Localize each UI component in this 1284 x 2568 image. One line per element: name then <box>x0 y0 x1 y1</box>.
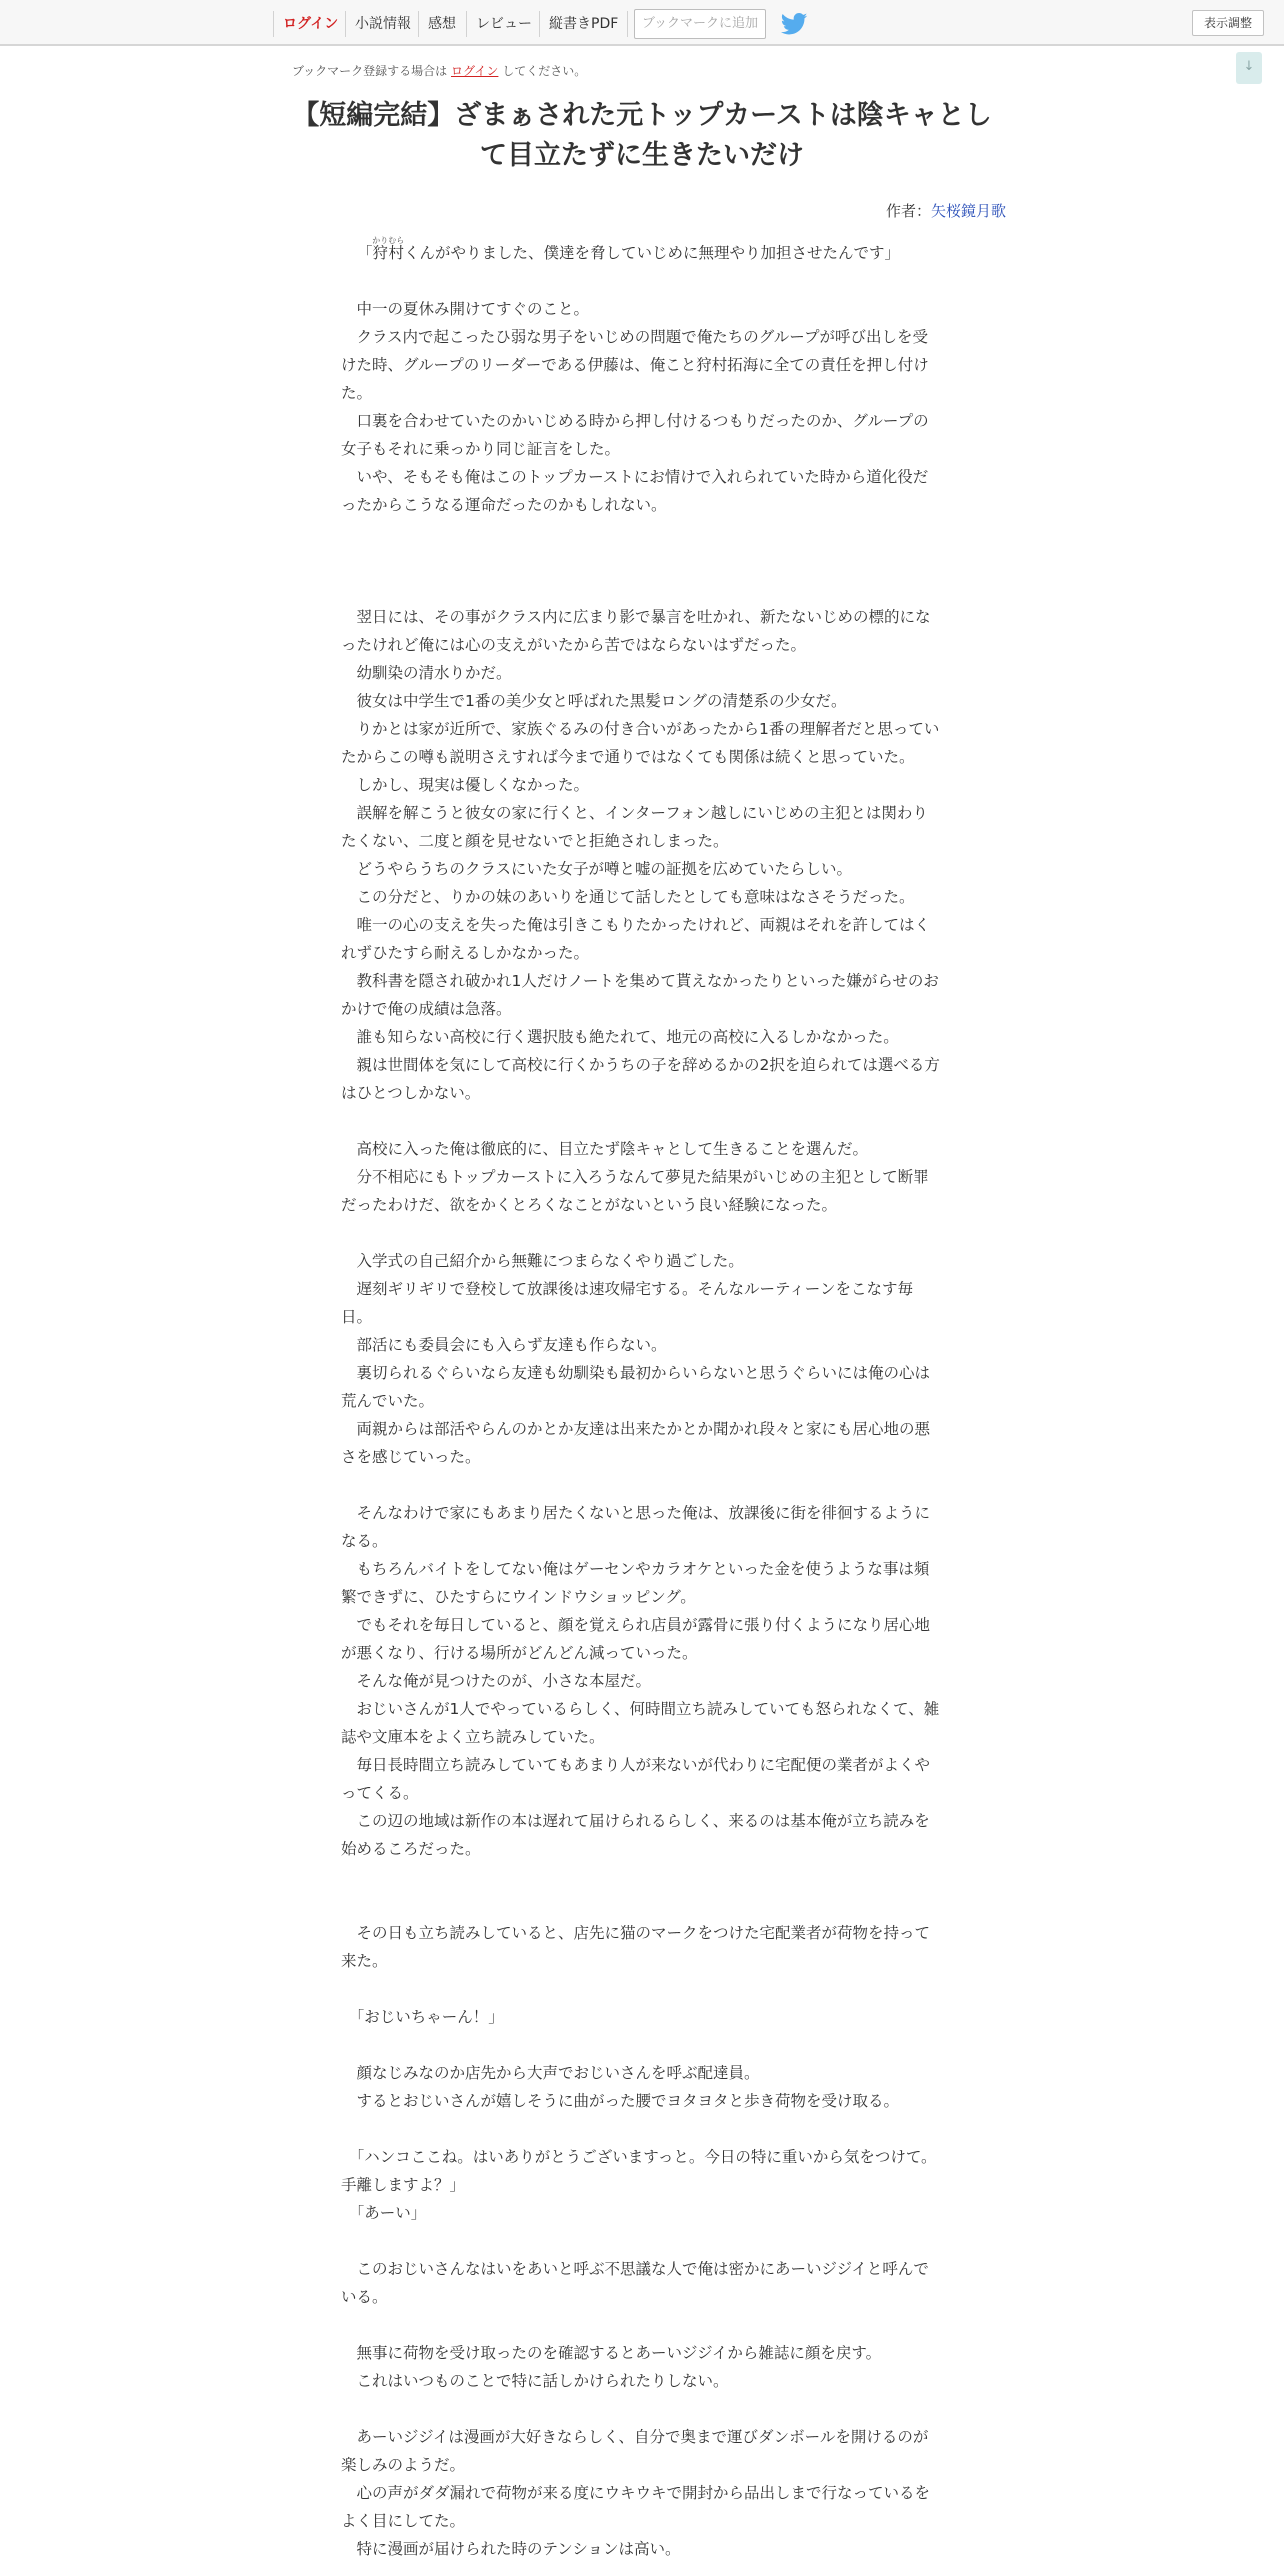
novel-paragraph: そんな俺が見つけたのが、小さな本屋だ。 <box>341 1672 652 1690</box>
novel-paragraph: 誰も知らない高校に行く選択肢も絶たれて、地元の高校に入るしかなかった。 <box>341 1028 899 1046</box>
novel-title: 【短編完結】ざまぁされた元トップカーストは陰キャとして目立たずに生きたいだけ <box>292 100 992 171</box>
novel-paragraph: 両親からは部活やらんのかとか友達は出来たかとか聞かれ段々と家にも居心地の悪さを感じていった。 <box>341 1420 931 1466</box>
novel-paragraph: どうやらうちのクラスにいた女子が噂と嘘の証拠を広めていたらしい。 <box>341 860 853 878</box>
blank-line <box>341 267 943 295</box>
novel-paragraph: 親は世間体を気にして高校に行くかうちの子を辞めるかの2択を迫られては選べる方はひとつしかない。 <box>341 1056 940 1102</box>
blank-line <box>341 1975 943 2003</box>
bookmark-note-before: ブックマーク登録する場合は <box>292 64 448 78</box>
novel-paragraph: りかとは家が近所で、家族ぐるみの付き合いがあったから1番の理解者だと思っていたからこの噂も説明さえすれば今まで通りではなくても関係は続くと思っていた。 <box>341 720 940 766</box>
blank-line <box>341 2115 943 2143</box>
novel-paragraph: 幼馴染の清水りかだ。 <box>341 664 512 682</box>
novel-paragraph: 無事に荷物を受け取ったのを確認するとあーいジジイから雑誌に顔を戻す。 <box>341 2344 882 2362</box>
novel-paragraph: 裏切られるぐらいなら友達も幼馴染も最初からいらないと思うぐらいには俺の心は荒んでいた。 <box>341 1364 931 1410</box>
blank-line <box>341 1107 943 1135</box>
author-line <box>886 200 1006 221</box>
twitter-icon[interactable] <box>780 13 808 35</box>
novel-paragraph: 「ハンコここね。はいありがとうございますっと。今日の特に重いから気をつけて。手離しますよ？」 <box>341 2148 937 2194</box>
novel-paragraph: 「おじいちゃーん！」 <box>341 2008 504 2026</box>
novel-paragraph: でもそれを毎日していると、顔を覚えられ店員が露骨に張り付くようになり居心地が悪くなり、行ける場所がどんどん減っていった。 <box>341 1616 931 1662</box>
author-label: 作者： <box>885 202 931 220</box>
novel-body <box>341 236 943 2563</box>
novel-paragraph: あーいジジイは漫画が大好きならしく、自分で奥まで運びダンボールを開けるのが楽しみのようだ。 <box>341 2428 929 2474</box>
first-line-open: 「 <box>357 244 373 262</box>
novel-paragraph: 分不相応にもトップカーストに入ろうなんて夢見た結果がいじめの主犯として断罪だったわけだ、欲をかくとろくなことがないという良い経験になった。 <box>341 1168 929 1214</box>
novel-paragraph: 誤解を解こうと彼女の家に行くと、インターフォン越しにいじめの主犯とは関わりたくない、二度と顔を見せないでと拒絶されしまった。 <box>341 804 928 850</box>
nav-novel-info-link[interactable]: 小説情報 <box>345 11 420 37</box>
blank-line <box>341 2227 943 2255</box>
novel-paragraph: 彼女は中学生で1番の美少女と呼ばれた黒髪ロングの清楚系の少女だ。 <box>341 692 847 710</box>
nav-login-link[interactable]: ログイン <box>273 11 347 37</box>
blank-line <box>341 2311 943 2339</box>
novel-paragraph: この辺の地域は新作の本は遅れて届けられるらしく、来るのは基本俺が立ち読みを始めるころだった。 <box>341 1812 930 1858</box>
blank-line <box>341 1863 943 1891</box>
novel-paragraph: この分だと、りかの妹のあいりを通じて話したとしても意味はなさそうだった。 <box>341 888 915 906</box>
novel-paragraph: これはいつものことで特に話しかけられたりしない。 <box>341 2372 729 2390</box>
novel-paragraph: このおじいさんなはいをあいと呼ぶ不思議な人で俺は密かにあーいジジイと呼んでいる。 <box>341 2260 929 2306</box>
bookmark-login-note <box>292 62 586 79</box>
novel-paragraph: するとおじいさんが嬉しそうに曲がった腰でヨタヨタと歩き荷物を受け取る。 <box>341 2092 900 2110</box>
novel-paragraph: そんなわけで家にもあまり居たくないと思った俺は、放課後に街を徘徊するようになる。 <box>341 1504 931 1550</box>
novel-paragraph: 顔なじみなのか店先から大声でおじいさんを呼ぶ配達員。 <box>341 2064 760 2082</box>
first-line-rest: くんがやりました、僕達を脅していじめに無理やり加担させたんです」 <box>404 244 901 262</box>
novel-paragraph: 口裏を合わせていたのかいじめる時から押し付けるつもりだったのか、グループの女子もそれに乗っかり同じ証言をした。 <box>341 412 929 458</box>
novel-paragraph: 入学式の自己紹介から無難につまらなくやり過ごした。 <box>341 1252 744 1270</box>
scroll-down-button[interactable]: ↓ <box>1236 52 1262 84</box>
ruby-base: 狩村 <box>372 244 405 262</box>
blank-line <box>341 547 943 575</box>
blank-line <box>341 1891 943 1919</box>
novel-paragraph: 中一の夏休み開けてすぐのこと。 <box>341 300 590 318</box>
nav-impressions-link[interactable]: 感想 <box>418 11 465 37</box>
novel-paragraph: 唯一の心の支えを失った俺は引きこもりたかったけれど、両親はそれを許してはくれずひたすら耐えるしかなかった。 <box>341 916 931 962</box>
blank-line <box>341 575 943 603</box>
novel-paragraph: 高校に入った俺は徹底的に、目立たず陰キャとして生きることを選んだ。 <box>341 1140 869 1158</box>
novel-paragraph: 特に漫画が届けられた時のテンションは高い。 <box>341 2540 681 2558</box>
novel-paragraph: 心の声がダダ漏れで荷物が来る度にウキウキで開封から品出しまで行なっているをよく目にしてた。 <box>341 2484 931 2530</box>
novel-paragraphs <box>341 267 943 2563</box>
novel-paragraph: 毎日長時間立ち読みしていてもあまり人が来ないが代わりに宅配便の業者がよくやってくる。 <box>341 1756 931 1802</box>
novel-paragraph: 「あーい」 <box>341 2204 427 2222</box>
blank-line <box>341 1471 943 1499</box>
add-bookmark-button[interactable]: ブックマークに追加 <box>634 9 766 39</box>
blank-line <box>341 2395 943 2423</box>
ruby-name <box>372 236 405 262</box>
blank-line <box>341 1219 943 1247</box>
novel-paragraph: 翌日には、その事がクラス内に広まり影で暴言を吐かれ、新たないじめの標的になったけれど俺には心の支えがいたから苦ではならないはずだった。 <box>341 608 931 654</box>
bookmark-note-after: してください。 <box>502 64 587 78</box>
blank-line <box>341 2031 943 2059</box>
nav-vertical-pdf-link[interactable]: 縦書きPDF <box>539 11 628 37</box>
top-navigation-bar <box>0 0 1284 46</box>
novel-paragraph: 教科書を隠され破かれ1人だけノートを集めて貰えなかったりといった嫌がらせのおかけで俺の成績は急落。 <box>341 972 939 1018</box>
novel-paragraph: その日も立ち読みしていると、店先に猫のマークをつけた宅配業者が荷物を持って来た。 <box>341 1924 931 1970</box>
nav-review-link[interactable]: レビュー <box>466 11 541 37</box>
novel-paragraph: 部活にも委員会にも入らず友達も作らない。 <box>341 1336 667 1354</box>
blank-line <box>341 519 943 547</box>
author-link[interactable]: 矢桜鏡月歌 <box>930 202 1006 220</box>
novel-first-line <box>341 236 943 267</box>
novel-paragraph: 遅刻ギリギリで登校して放課後は速攻帰宅する。そんなルーティーンをこなす毎日。 <box>341 1280 913 1326</box>
ruby-reading: かりむら <box>372 236 405 245</box>
novel-paragraph: クラス内で起こったひ弱な男子をいじめの問題で俺たちのグループが呼び出しを受けた時、グループのリーダーである伊藤は、俺こと狩村拓海に全ての責任を押し付けた。 <box>341 328 929 402</box>
novel-paragraph: もちろんバイトをしてない俺はゲーセンやカラオケといった金を使うような事は頻繁できずに、ひたすらにウインドウショッピング。 <box>341 1560 930 1606</box>
novel-paragraph: おじいさんが1人でやっているらしく、何時間立ち読みしていても怒られなくて、雑誌や文庫本をよく立ち読みしていた。 <box>341 1700 940 1746</box>
novel-paragraph: いや、そもそも俺はこのトップカーストにお情けで入れられていた時から道化役だったからこうなる運命だったのかもしれない。 <box>341 468 929 514</box>
novel-paragraph: しかし、現実は優しくなかった。 <box>341 776 590 794</box>
display-settings-button[interactable]: 表示調整 <box>1192 10 1264 36</box>
bookmark-note-login-link[interactable]: ログイン <box>451 64 499 78</box>
